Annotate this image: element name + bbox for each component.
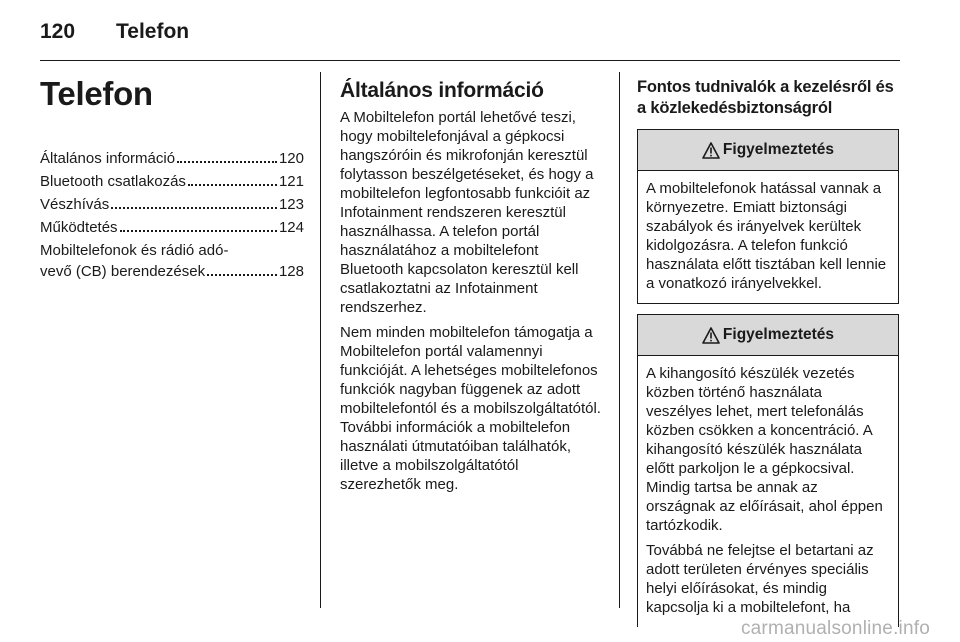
chapter-title: Telefon [116,20,190,43]
page-number: 120 [40,20,76,43]
warning-text: A kihangosító készülék vezetés közben történő használata veszélyes lehet, mert telefonálás közben csökken a koncentráció. A kihangosító készülék használata előtt parkoljon le a gépkocsival. Mindig tartsa be annak az országnak az előírásait, ahol éppen tartózkodik. [646,365,883,534]
toc-entry[interactable]: Vészhívás 123 [40,196,304,213]
general-info-title: Általános információ [340,79,544,102]
safety-column [637,72,899,637]
column-divider-right [619,72,620,608]
warning-box [637,129,899,304]
toc-column [40,72,304,284]
toc-entry[interactable]: Bluetooth csatlakozás 121 [40,173,304,190]
header-divider [40,60,900,61]
toc-entry[interactable]: Működtetés 124 [40,219,304,236]
page-header [40,20,900,44]
warning-triangle-icon [702,327,720,344]
safety-title: Fontos tudnivalók a kezelésről és a közlekedésbiztonságról [637,78,894,117]
watermark: carmanualsonline.info [740,618,930,639]
paragraph: A Mobiltelefon portál lehetővé teszi, hogy mobiltelefonjával a gépkocsi hangszóróin és mikrofonján keresztül folytasson beszélgetéseket, és hogy a mobiltelefon legfontosabb funkcióit az Infotainment rendszeren keresztül használhassa. A telefon portál használatához a mobiltelefont Bluetooth kapcsolaton keresztül kell csatlakoztatni az Infotainment rendszerhez. [340,109,594,316]
warning-triangle-icon [702,142,720,159]
warning-box [637,314,899,627]
warning-heading: Figyelmeztetés [638,130,898,171]
table-of-contents [40,148,304,282]
toc-entry[interactable]: Mobiltelefonok és rádió adó- vevő (CB) berendezések 128 [40,242,304,280]
section-main-title: Telefon [40,75,153,112]
toc-entry[interactable]: Általános információ 120 [40,150,304,167]
general-info-column [340,72,602,500]
warning-text: Továbbá ne felejtse el betartani az adott területen érvényes speciális helyi előírásokat, és mindig kapcsolja ki a mobiltelefont, ha [646,542,874,616]
warning-text: A mobiltelefonok hatással vannak a környezetre. Emiatt biztonsági szabályok és irányelvek kerültek kidolgozásra. A telefon funkció használata előtt tisztában kell lennie a vonatkozó irányelvekkel. [646,180,887,292]
paragraph: Nem minden mobiltelefon támogatja a Mobiltelefon portál valamennyi funkcióját. A lehetséges mobiltelefonos funkciók nagyban függenek az adott mobiltelefontól és a mobilszolgáltatótól. További információk a mobiltelefon használati útmutatóiban találhatók, illetve a mobilszolgáltatótól szerezhetők meg. [340,324,601,493]
column-divider-left [320,72,321,608]
warning-heading: Figyelmeztetés [638,315,898,356]
